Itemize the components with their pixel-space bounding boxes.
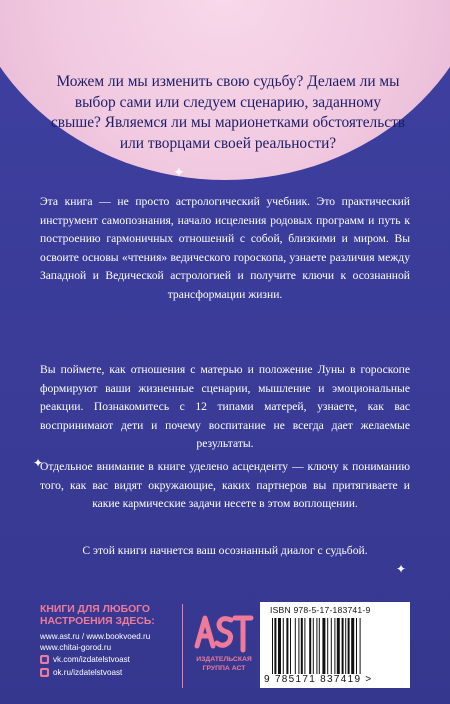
ok-icon [40,668,49,677]
link-ast-bookvoed[interactable]: www.ast.ru / www.bookvoed.ru [40,632,151,641]
paragraph-1: Эта книга — не просто астрологический учебник. Это практический инструмент самопознания, начало исцеления родовых программ и путь к построению гармоничных отношений с собой, близкими и миром. Вы освоите основы «чтения» ведического гороскопа, узнаете различия между Западной и Ведической астрологией и получите ключи к осознанной трансформации жизни. [40,195,410,301]
sparkle-star-icon: ✦ [396,562,407,576]
ast-logo-icon [193,606,255,654]
publisher-name: ИЗДАТЕЛЬСКАЯ ГРУППА АСТ [196,656,252,672]
isbn-text: ISBN 978-5-17-183741-9 [270,605,371,615]
paragraph-3: Отдельное внимание в книге уделено асценденту — ключу к пониманию того, как вас видят окружающие, каких партнеров вы притягиваете и какие кармические задачи несете в этом воплощении. [40,460,410,511]
promo-title: КНИГИ ДЛЯ ЛЮБОГО НАСТРОЕНИЯ ЗДЕСЬ: [40,604,155,627]
sparkle-star-icon: ✦ [33,456,44,470]
social-vk-text: vk.com/izdatelstvoast [53,655,130,665]
vk-icon [40,655,49,664]
publisher-logo [193,606,255,690]
paragraph-4: С этой книги начнется ваш осознанный диалог с судьбой. [82,544,368,557]
social-ok-text: ok.ru/izdatelstvoast [53,668,123,678]
barcode-icon [270,618,400,674]
barcode-box [260,602,410,688]
sparkle-star-icon: ✦ [173,165,185,181]
link-chitai-gorod[interactable]: www.chitai-gorod.ru [40,643,112,653]
paragraph-2: Вы поймете, как отношения с матерью и положение Луны в гороскопе формируют ваши жизненные сценарии, мышление и эмоциональные реакции. Познакомитесь с 12 типами матерей, узнаете, как вас воспринимают дети и почему воспитание не всегда дает желаемые результаты. [40,363,410,451]
social-ok[interactable] [40,666,175,679]
promo-block [40,604,175,679]
social-vk[interactable] [40,653,175,666]
barcode-digits: 9 785171 837419 > [264,674,373,685]
lead-text: Можем ли мы изменить свою судьбу? Делаем ли мы выбор сами или следуем сценарию, заданному свыше? Являемся ли мы марионетками обстоятельств или творцами своей реальности? [50,73,406,152]
cover-footer [0,594,450,704]
footer-divider [182,604,183,688]
promo-links [40,631,175,653]
